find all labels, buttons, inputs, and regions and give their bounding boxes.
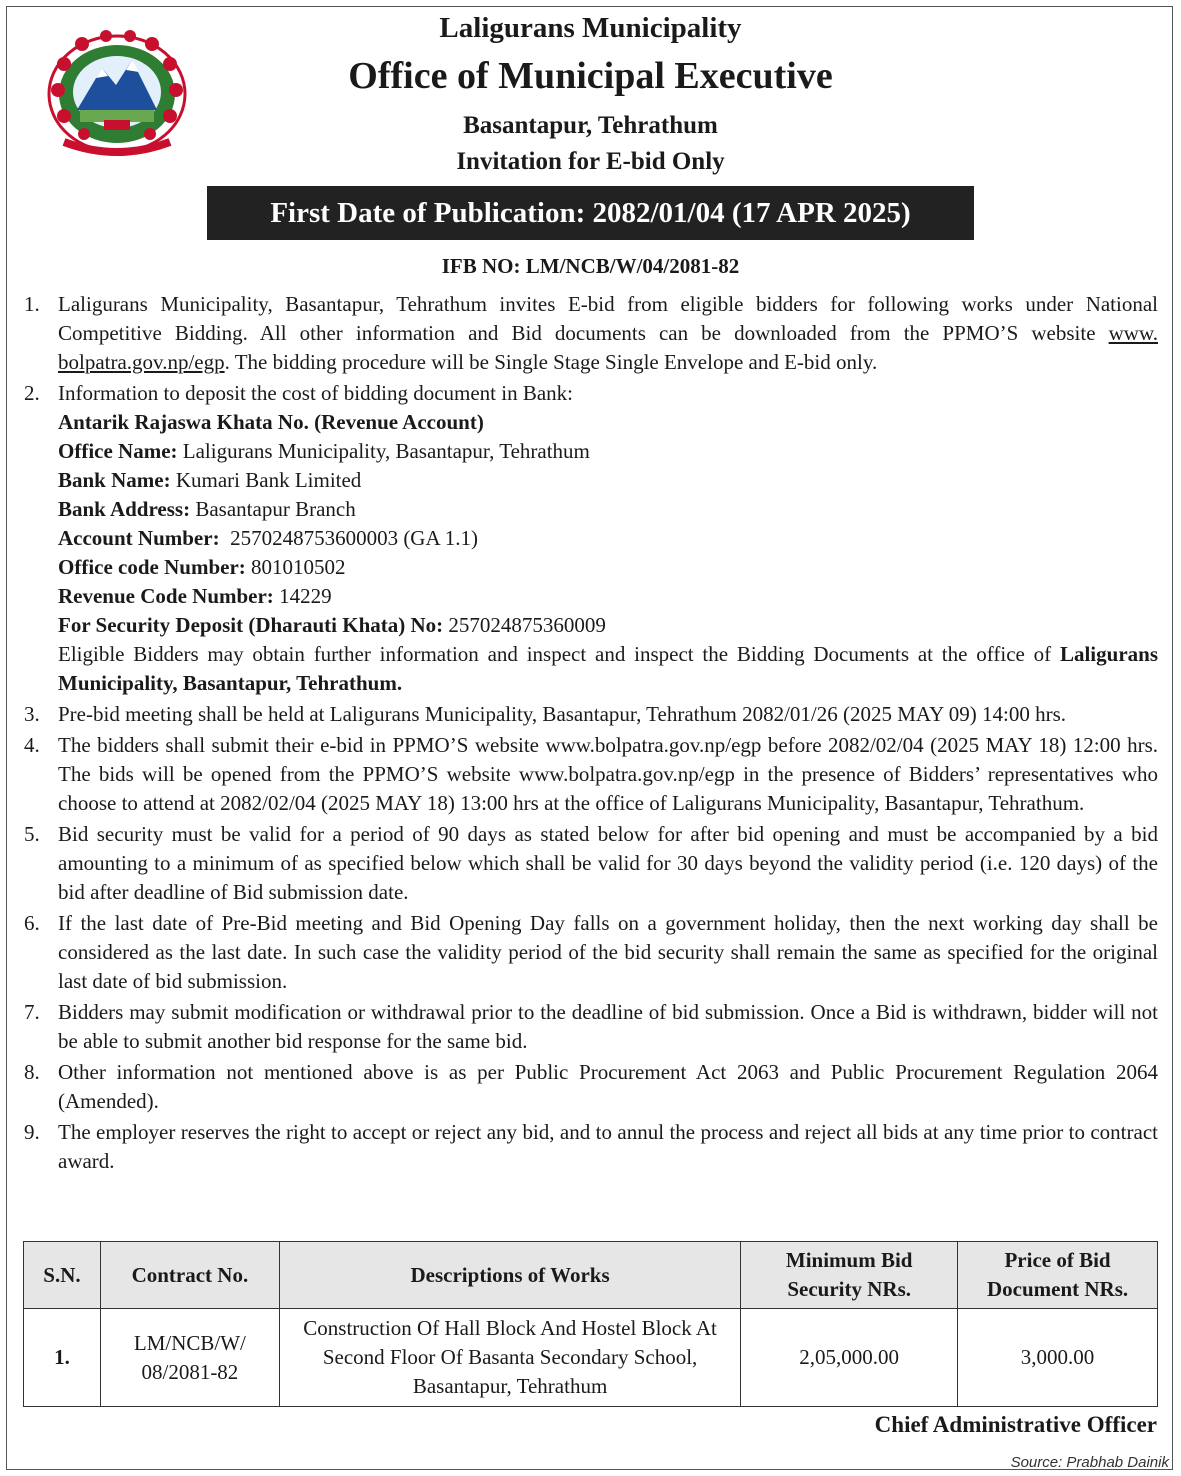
- list-item: 8. Other information not mentioned above is as per Public Procurement Act 2063 and Public Procurement Regulation 2064 (Amended).: [24, 1060, 1158, 1113]
- list-item: 9. The employer reserves the right to accept or reject any bid, and to annul the process and reject all bids at any time prior to contract award.: [24, 1120, 1158, 1173]
- cell-bid-security: 2,05,000.00: [741, 1309, 958, 1407]
- office-title: Office of Municipal Executive: [348, 55, 833, 97]
- bank-address-row: Bank Address: Basantapur Branch: [58, 497, 356, 521]
- account-number-row: Account Number: 2570248753600003 (GA 1.1): [58, 526, 478, 550]
- revenue-code-row: Revenue Code Number: 14229: [58, 584, 332, 608]
- notice-body: [24, 290, 1158, 1178]
- publication-date-banner: First Date of Publication: 2082/01/04 (17 APR 2025): [207, 186, 974, 240]
- list-item: 7. Bidders may submit modification or withdrawal prior to the deadline of bid submission. Once a Bid is withdrawn, bidder will not be able to submit another bid response for the same bid.: [24, 1000, 1158, 1053]
- source-credit: Source: Prabhab Dainik: [1010, 1454, 1169, 1471]
- ifb-number: IFB NO: LM/NCB/W/04/2081-82: [441, 254, 740, 278]
- list-item: 5. Bid security must be valid for a period of 90 days as stated below for after bid opening and must be accompanied by a bid amounting to a minimum of as specified below which shall be valid for 30 days beyond the validity period (i.e. 120 days) of the bid after deadline of Bid submission date.: [24, 822, 1158, 904]
- office-code-row: Office code Number: 801010502: [58, 555, 346, 579]
- bid-table: [23, 1241, 1158, 1407]
- municipality-name: Laligurans Municipality: [439, 12, 742, 44]
- office-name-row: Office Name: Laligurans Municipality, Basantapur, Tehrathum: [58, 439, 590, 463]
- signatory: Chief Administrative Officer: [874, 1412, 1157, 1437]
- ppmo-link[interactable]: www. bolpatra.gov.np/egp: [58, 321, 1158, 374]
- cell-sn: 1.: [24, 1309, 101, 1407]
- col-contract-header: Contract No.: [100, 1242, 279, 1309]
- list-item: 1. Laligurans Municipality, Basantapur, Tehrathum invites E-bid from eligible bidders for following works under National Competitive Bidding. All other information and Bid documents can be downloaded from the PPMO’S website www. bolpatra.gov.np/egp. The bidding procedure will be Single Stage Single Envelope and E-bid only.: [24, 292, 1158, 374]
- col-description-header: Descriptions of Works: [279, 1242, 740, 1309]
- bank-name-row: Bank Name: Kumari Bank Limited: [58, 468, 362, 492]
- table-row: [24, 1309, 1158, 1407]
- invitation-heading: Invitation for E-bid Only: [456, 148, 725, 175]
- list-item: 2. Information to deposit the cost of bidding document in Bank: Antarik Rajaswa Khata No. (Revenue Account) Office Name: Laligurans Municipality, Basantapur, Tehrathum Bank Name: Kumari Bank Limited Bank Address: Basantapur Branch Account Number: 2570248753600003 (GA 1.1) Office code Number: 801010502 Revenue Code Number: 14229 For Security Deposit (Dharauti Khata) No: 257024875360009 Eligible Bidders may obtain further information and inspect and inspect the Bidding Documents at the office of Laligurans Municipality, Basantapur, Tehrathum.: [24, 379, 1158, 698]
- office-location: Basantapur, Tehrathum: [463, 112, 718, 139]
- list-item: 4. The bidders shall submit their e-bid in PPMO’S website www.bolpatra.gov.np/egp before 2082/02/04 (2025 MAY 18) 12:00 hrs. The bids will be opened from the PPMO’S website www.bolpatra.gov.np/egp in the presence of Bidders’ representatives who choose to attend at 2082/02/04 (2025 MAY 18) 13:00 hrs at the office of Laligurans Municipality, Basantapur, Tehrathum.: [24, 733, 1158, 815]
- cell-description: Construction Of Hall Block And Hostel Block At Second Floor Of Basanta Secondary School, Basantapur, Tehrathum: [279, 1309, 740, 1407]
- list-item: 6. If the last date of Pre-Bid meeting and Bid Opening Day falls on a government holiday, then the next working day shall be considered as the last date. In such case the validity period of the bid security shall remain the same as specified for the original last date of bid submission.: [24, 911, 1158, 993]
- cell-bid-price: 3,000.00: [958, 1309, 1158, 1407]
- col-bid-security-header: Minimum Bid Security NRs.: [741, 1242, 958, 1309]
- account-title: Antarik Rajaswa Khata No. (Revenue Account): [58, 410, 484, 434]
- list-item: 3. Pre-bid meeting shall be held at Laligurans Municipality, Basantapur, Tehrathum 2082/01/26 (2025 MAY 09) 14:00 hrs.: [24, 702, 1067, 726]
- eligible-bidders-text: Eligible Bidders may obtain further information and inspect and inspect the Bidding Documents at the office of Laligurans Municipality, Basantapur, Tehrathum.: [58, 642, 1158, 695]
- table-header-row: [24, 1242, 1158, 1309]
- security-deposit-row: For Security Deposit (Dharauti Khata) No: 257024875360009: [58, 613, 606, 637]
- col-sn-header: S.N.: [24, 1242, 101, 1309]
- cell-contract-no: LM/NCB/W/ 08/2081-82: [100, 1309, 279, 1407]
- col-bid-price-header: Price of Bid Document NRs.: [958, 1242, 1158, 1309]
